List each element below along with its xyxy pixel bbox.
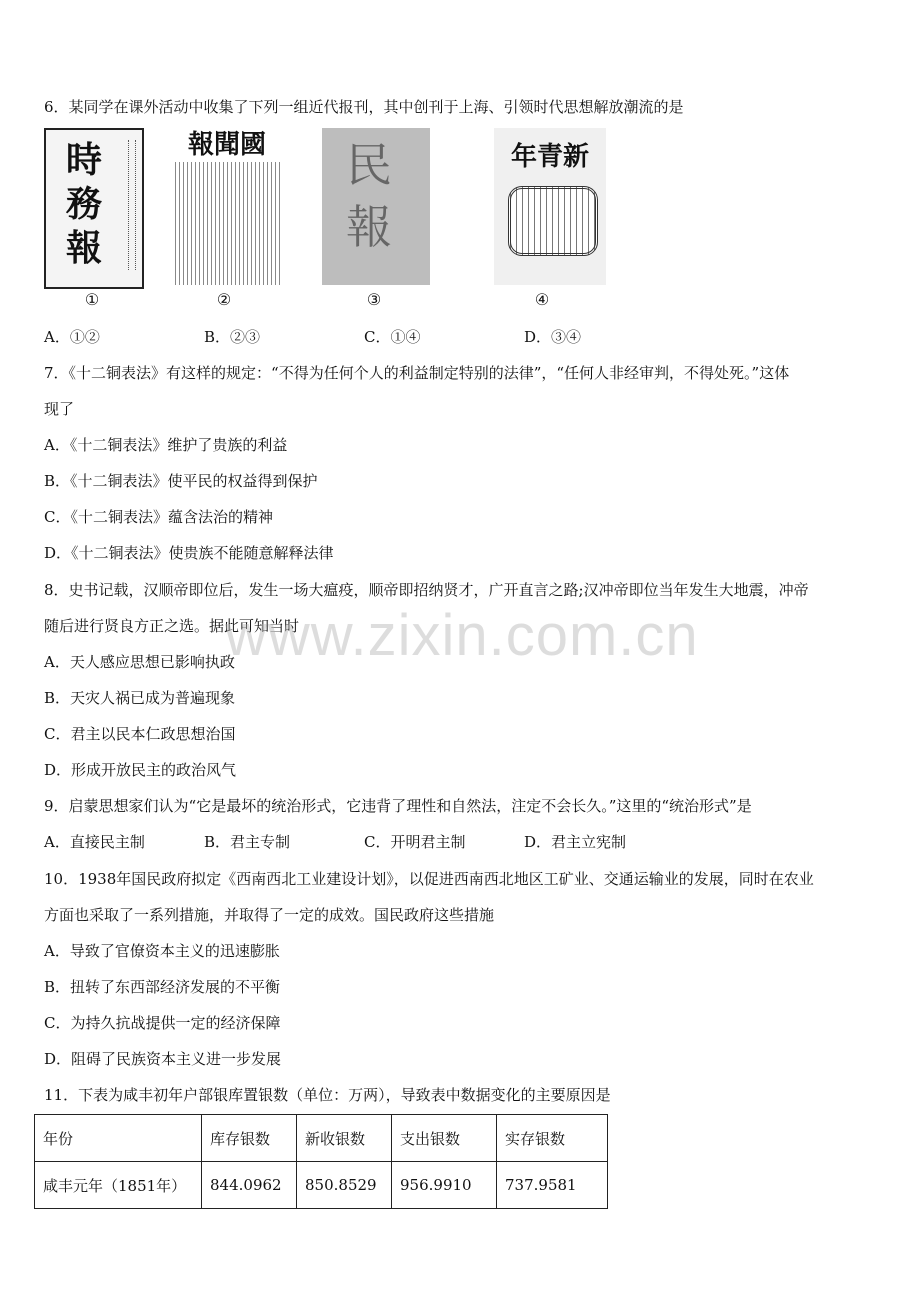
newspaper-image-3 <box>322 128 430 285</box>
q7-option-b[interactable]: B．《十二铜表法》使平民的权益得到保护 <box>44 472 318 490</box>
image-4-title: 年青新 <box>510 142 590 172</box>
q10-stem-line2: 方面也采取了一系列措施，并取得了一定的成效。国民政府这些措施 <box>44 906 495 924</box>
table-cell: 737.9581 <box>497 1162 608 1209</box>
q10-stem-line1: 10．1938年国民政府拟定《西南西北工业建设计划》，以促进西南西北地区工矿业、交通运输业的发展，同时在农业 <box>44 870 814 888</box>
table-cell: 咸丰元年（1851年） <box>35 1162 202 1209</box>
table-header-row <box>35 1115 608 1162</box>
q7-option-d[interactable]: D．《十二铜表法》使贵族不能随意解释法律 <box>44 544 334 562</box>
q10-option-d[interactable]: D．阻碍了民族资本主义进一步发展 <box>44 1050 282 1068</box>
q7-option-a[interactable]: A．《十二铜表法》维护了贵族的利益 <box>44 436 288 454</box>
q10-option-b[interactable]: B．扭转了东西部经济发展的不平衡 <box>44 978 281 996</box>
q8-option-c[interactable]: C．君主以民本仁政思想治国 <box>44 725 236 743</box>
image-1-title: 時 務 報 <box>66 139 103 269</box>
q8-stem-line2: 随后进行贤良方正之选。据此可知当时 <box>44 617 300 635</box>
table-cell: 956.9910 <box>392 1162 497 1209</box>
image-3-title: 民 報 <box>346 138 392 254</box>
q9-option-c[interactable]: C．开明君主制 <box>364 833 466 851</box>
q9-option-a[interactable]: A．直接民主制 <box>44 833 145 851</box>
q9-option-d[interactable]: D．君主立宪制 <box>524 833 627 851</box>
watermark: www.zixin.com.cn <box>225 603 699 668</box>
table-header-cell: 库存银数 <box>202 1115 297 1162</box>
q7-stem-line1: 7．《十二铜表法》有这样的规定：“不得为任何个人的利益制定特别的法律”，“任何人非经审判，不得处死。”这体 <box>44 364 790 382</box>
image-2-title: 報聞國 <box>172 128 282 162</box>
table-cell: 844.0962 <box>202 1162 297 1209</box>
q7-stem-line2: 现了 <box>44 400 75 418</box>
q9-options <box>44 831 684 852</box>
q8-option-b[interactable]: B．天灾人祸已成为普遍现象 <box>44 689 236 707</box>
caption-3: ③ <box>366 290 382 309</box>
newspaper-image-4 <box>494 128 606 285</box>
q10-option-c[interactable]: C．为持久抗战提供一定的经济保障 <box>44 1014 281 1032</box>
table-header-cell: 年份 <box>35 1115 202 1162</box>
q6-option-b[interactable]: B．②③ <box>204 328 261 346</box>
table-header-cell: 实存银数 <box>497 1115 608 1162</box>
q6-option-d[interactable]: D．③④ <box>524 328 582 346</box>
table-row <box>35 1162 608 1209</box>
q6-stem: 6．某同学在课外活动中收集了下列一组近代报刊，其中创刊于上海、引领时代思想解放潮流的是 <box>44 98 684 116</box>
q6-option-a[interactable]: A．①② <box>44 328 100 346</box>
caption-1: ① <box>84 290 100 309</box>
q6-option-c[interactable]: C．①④ <box>364 328 421 346</box>
table-header-cell: 支出银数 <box>392 1115 497 1162</box>
q11-stem: 11．下表为咸丰初年户部银库置银数（单位：万两），导致表中数据变化的主要原因是 <box>44 1086 611 1104</box>
q8-option-a[interactable]: A．天人感应思想已影响执政 <box>44 653 235 671</box>
caption-4: ④ <box>534 290 550 309</box>
newspaper-image-2 <box>172 128 282 285</box>
q8-stem-line1: 8．史书记载，汉顺帝即位后，发生一场大瘟疫，顺帝即招纳贤才，广开直言之路;汉冲帝即位当年发生大地震，冲帝 <box>44 581 809 599</box>
silver-table <box>34 1114 608 1209</box>
q9-stem: 9．启蒙思想家们认为“它是最坏的统治形式，它违背了理性和自然法，注定不会长久。”这里的“统治形式”是 <box>44 797 752 815</box>
q8-option-d[interactable]: D．形成开放民主的政治风气 <box>44 761 237 779</box>
q7-option-c[interactable]: C．《十二铜表法》蕴含法治的精神 <box>44 508 273 526</box>
table-header-cell: 新收银数 <box>297 1115 392 1162</box>
q9-option-b[interactable]: B．君主专制 <box>204 833 291 851</box>
caption-2: ② <box>216 290 232 309</box>
q10-option-a[interactable]: A．导致了官僚资本主义的迅速膨胀 <box>44 942 280 960</box>
table-cell: 850.8529 <box>297 1162 392 1209</box>
q6-options <box>44 326 684 347</box>
newspaper-image-1 <box>44 128 144 289</box>
